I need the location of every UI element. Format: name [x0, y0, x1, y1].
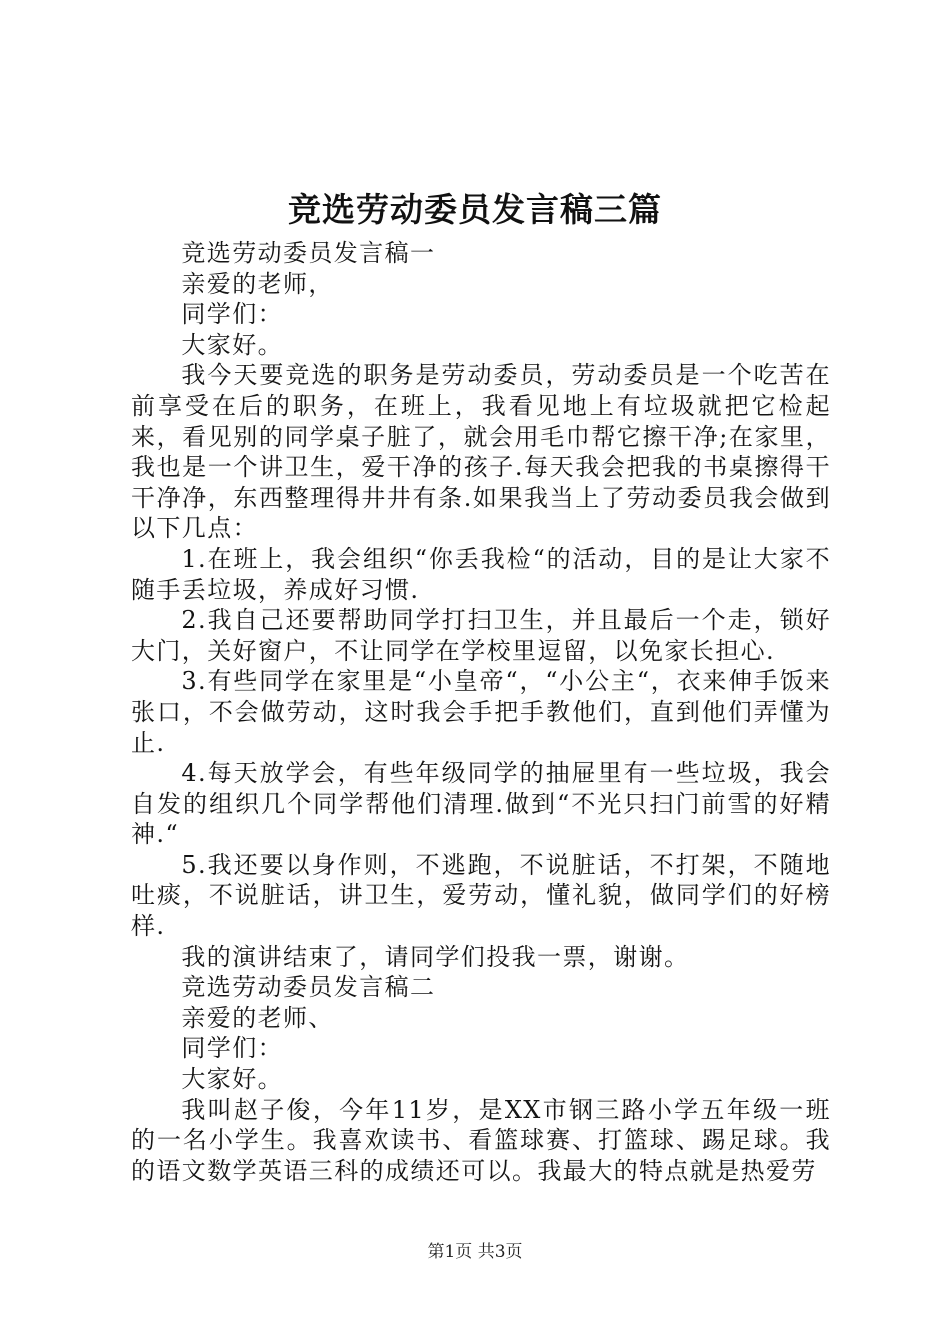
paragraph: 我叫赵子俊，今年11岁，是XX市钢三路小学五年级一班的一名小学生。我喜欢读书、看篮球赛、打篮球、踢足球。我的语文数学英语三科的成绩还可以。我最大的特点就是热爱劳 — [131, 1095, 831, 1185]
paragraph: 竞选劳动委员发言稿二 — [181, 973, 436, 1002]
paragraph: 4.每天放学会，有些年级同学的抽屉里有一些垃圾，我会自发的组织几个同学帮他们清理.做到“不光只扫门前雪的好精神.“ — [131, 759, 831, 849]
page-footer: 第1页 共3页 — [427, 1242, 523, 1262]
paragraph: 3.有些同学在家里是“小皇帝“，“小公主“，衣来伸手饭来张口，不会做劳动，这时我会手把手教他们，直到他们弄懂为止. — [131, 667, 831, 757]
paragraph: 同学们： — [181, 300, 283, 329]
paragraph: 竞选劳动委员发言稿一 — [181, 239, 436, 267]
document-title: 竞选劳动委员发言稿三篇 — [288, 190, 662, 229]
paragraph: 我的演讲结束了，请同学们投我一票，谢谢。 — [181, 942, 690, 971]
document-body — [131, 238, 831, 1186]
paragraph: 亲爱的老师， — [181, 269, 334, 298]
paragraph: 5.我还要以身作则，不逃跑，不说脏话，不打架，不随地吐痰，不说脏话，讲卫生，爱劳动，懂礼貌，做同学们的好榜样. — [131, 850, 831, 941]
paragraph: 同学们： — [181, 1034, 283, 1063]
paragraph: 大家好。 — [181, 1065, 283, 1094]
paragraph: 2.我自己还要帮助同学打扫卫生，并且最后一个走，锁好大门，关好窗户，不让同学在学校里逗留，以免家长担心. — [131, 606, 831, 665]
paragraph: 大家好。 — [181, 330, 283, 359]
paragraph: 亲爱的老师、 — [181, 1003, 334, 1032]
paragraph: 我今天要竞选的职务是劳动委员，劳动委员是一个吃苦在前享受在后的职务，在班上，我看见地上有垃圾就把它检起来，看见别的同学桌子脏了，就会用毛巾帮它擦干净;在家里，我也是一个讲卫生，爱干净的孩子.每天我会把我的书桌擦得干干净净，东西整理得井井有条.如果我当上了劳动委员我会做到以下几点： — [131, 361, 831, 543]
paragraph: 1.在班上，我会组织“你丢我检“的活动，目的是让大家不随手丢垃圾，养成好习惯. — [131, 544, 831, 604]
